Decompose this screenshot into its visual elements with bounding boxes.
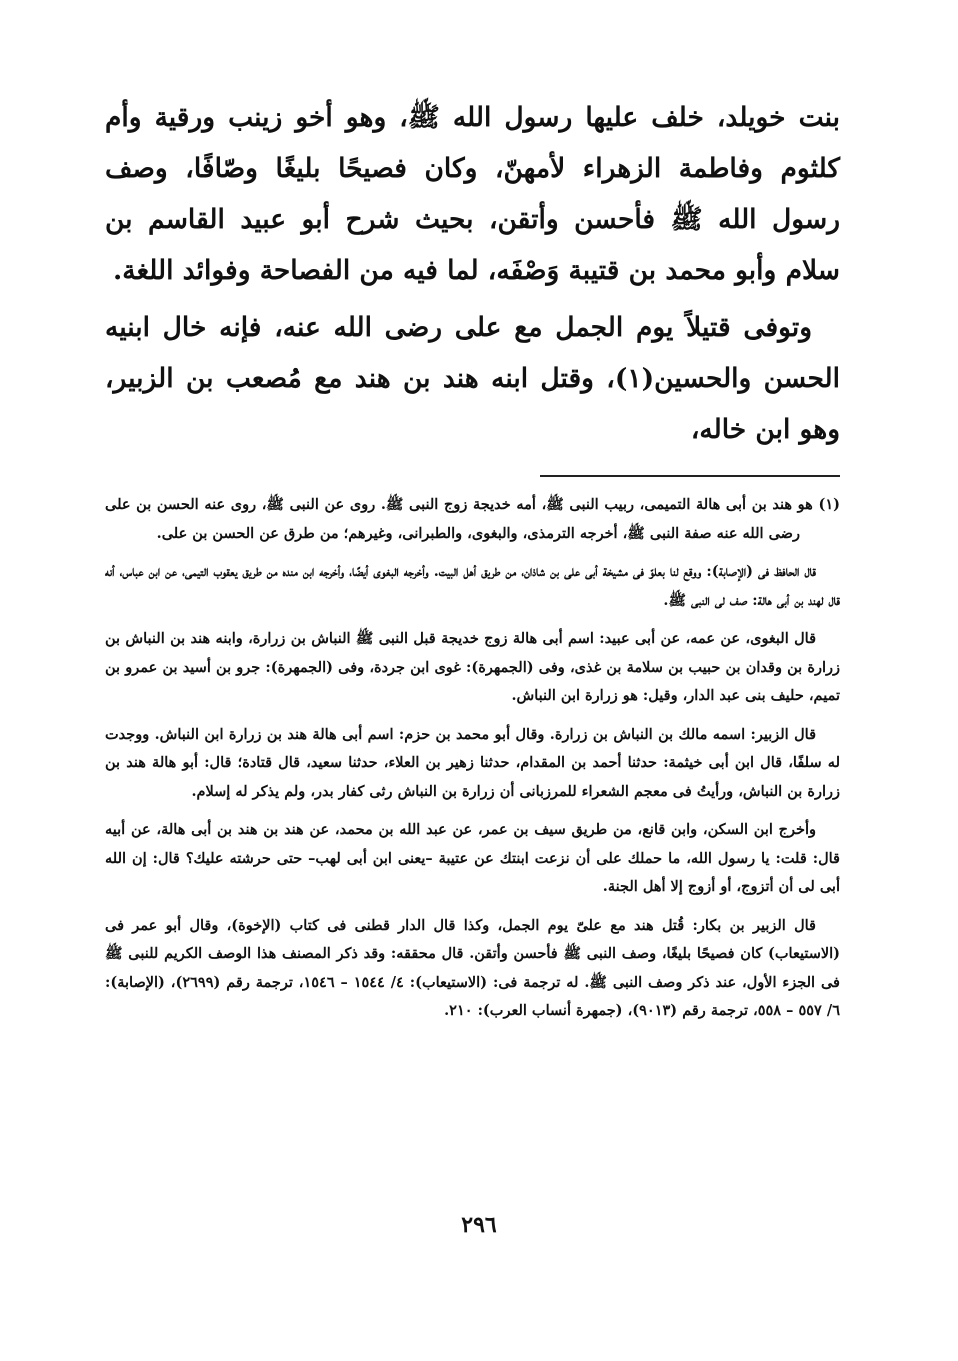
footnote-separator <box>540 475 840 477</box>
footnote-paragraph: قال الزبير بن بكار: قُتل هند مع علىّ يوم الجمل، وكذا قال الدار قطنى فى كتاب (الإخوة)، وقال أبو عمر فى (الاستيعاب) كان فصيحًا بليغًا، وصف النبى ﷺ فأحسن وأتقن. قال محققه: وقد ذكر المصنف هذا الوصف الكريم للنبى ﷺ فى الجزء الأول، عند ذكر وصف النبى ﷺ. له ترجمة فى: (الاستيعاب): ٤/ ١٥٤٤ – ١٥٤٦، ترجمة رقم (٢٦٩٩)، (الإصابة): ٦/ ٥٥٧ – ٥٥٨، ترجمة رقم (٩٠١٣)، (جمهرة أنساب العرب): ٢١٠. <box>105 916 840 1019</box>
footnote-paragraph: قال الحافظ فى (الإصابة): ووقع لنا بعلوّ فى مشيخة أبى على بن شاذان، من طريق أهل البيت. وأخرجه البغوى أيضًا، وأخرجه ابن منده من طريق يعقوب التيمى، عن ابن عباس، أنه قال لهند بن أبى هالة: صف لى النبى ﷺ. <box>105 563 840 609</box>
main-text <box>105 92 840 455</box>
main-paragraph-2: وتوفى قتيلاً يوم الجمل مع على رضى الله عنه، فإنه خال ابنيه الحسن والحسين(١)، وقتل ابنه هند بن هند مع مُصعب بن الزبير، وهو ابن خاله، <box>105 312 840 445</box>
footnote-paragraph: قال البغوى، عن عمه، عن أبى عبيد: اسم أبى هالة زوج خديجة قبل النبى ﷺ النباش بن زرارة، وابنه هند بن النباش بن زرارة بن وقدان بن حبيب بن سلامة بن غذى، وفى (الجمهرة): غوى ابن جردة، وفى (الجمهرة): جرو بن أسيد بن عمرو بن تميم، حليف بنى عبد الدار، وقيل: هو زرارة ابن النباش. <box>105 630 840 704</box>
page-number: ٢٩٦ <box>461 1212 497 1238</box>
main-paragraph-1: بنت خويلد، خلف عليها رسول الله ﷺ، وهو أخو زينب ورقية وأم كلثوم وفاطمة الزهراء لأمهنّ، وكان فصيحًا بليغًا وصّافًا، وصف رسول الله ﷺ فأحسن وأتقن، بحيث شرح أبو عبيد القاسم بن سلام وأبو محمد بن قتيبة وَصْفَه، لما فيه من الفصاحة وفوائد اللغة. <box>105 102 840 286</box>
footnotes <box>105 491 840 1026</box>
footnote-paragraph: قال الزبير: اسمه مالك بن النباش بن زرارة. وقال أبو محمد بن حزم: اسم أبى هالة هند بن زرارة ابن النباش. ووجدت له سلفًا، قال ابن أبى خيثمة: حدثنا أحمد بن المقدام، حدثنا زهير بن العلاء، حدثنا سعيد، قال قتادة؛ قال: أبو هالة هند بن زرارة بن النباش، ورأيتُ فى معجم الشعراء للمرزبانى أن زرارة بن النباش رثى كفار بدر، ولم يذكر له إسلام. <box>105 725 840 800</box>
page-body <box>105 92 840 1036</box>
footnote-1: (١) هو هند بن أبى هالة التميمى، ربيب النبى ﷺ، أمه خديجة زوج النبى ﷺ. روى عن النبى ﷺ، روى عنه الحسن بن على رضى الله عنه صفة النبى ﷺ، أخرجه الترمذى، والبغوى، والطبرانى، وغيرهم؛ من طرق عن الحسن بن على. <box>105 496 840 542</box>
footnote-paragraph: وأخرج ابن السكن، وابن قانع، من طريق سيف بن عمر، عن عبد الله بن محمد، عن هند بن هند بن أبى هالة، عن أبيه قال: قلت: يا رسول الله، ما حملك على أن نزعت ابنتك عن عتيبة –يعنى ابن أبى لهب– حتى حرشته عليك؟ قال: إن الله أبى لى أن أتزوج، أو أزوج إلا أهل الجنة. <box>105 821 840 895</box>
